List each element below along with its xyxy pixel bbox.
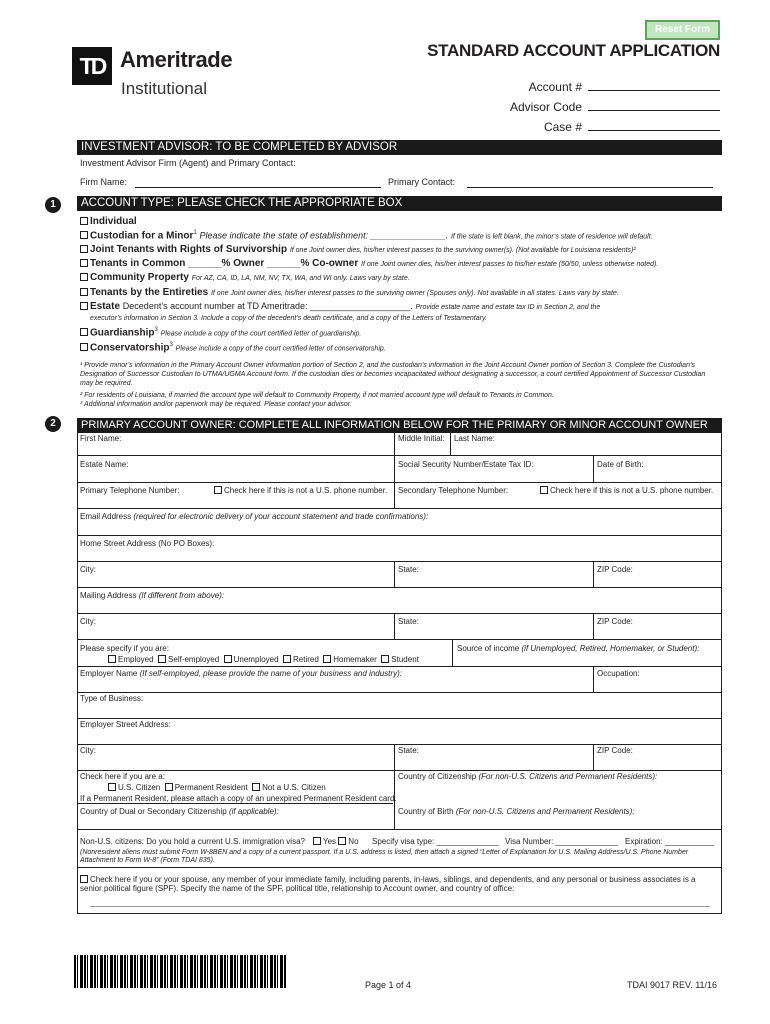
secondary-phone-label: Secondary Telephone Number: <box>398 486 509 495</box>
footnote-1: ¹ Provide minor’s information in the Primary Account Owner information portion of Section 2, and the custodian’s information in the Joint Account Owner portion of Section 3. Complete the Custodian’s Designation of Successor Custodian to UTMA/UGMA Account form. If the custodian dies or becomes incapacitated without designating a successor, a court certified Appointment of Successor Custodian may be required. <box>80 362 706 387</box>
employment-specify-label: Please specify if you are: <box>80 644 169 653</box>
option-employed: Employed <box>118 655 154 664</box>
option-estate[interactable]: Estate Decedent’s account number at TD Ameritrade: ____________________. Provide estate name and estate tax ID in Section 2, and the <box>80 301 600 312</box>
occupation-label: Occupation: <box>597 669 640 678</box>
checkbox[interactable] <box>224 655 232 663</box>
option-retired: Retired <box>293 655 319 664</box>
citizenship-options[interactable] <box>108 783 326 792</box>
checkbox[interactable] <box>108 783 116 791</box>
account-number-field[interactable] <box>529 80 720 94</box>
spf-label: Check here if you or your spouse, any member of your immediate family, including parents, in-laws, siblings, and dependents, and any personal or business associates is a senior political figure (SPF). Specify the name of the SPF, political title, relationship to Account owner, and country of office: <box>80 875 696 893</box>
home-street-label: Home Street Address (No PO Boxes): <box>80 539 215 548</box>
option-homemaker: Homemaker <box>333 655 377 664</box>
employer-street-label: Employer Street Address: <box>80 720 171 729</box>
checkbox[interactable] <box>252 783 260 791</box>
option-guardianship[interactable]: Guardianship$^3$ Please include a copy of the court certified letter of guardianship. <box>80 327 361 338</box>
city-label: City: <box>80 565 96 574</box>
option-permanent-resident: Permanent Resident <box>174 783 248 792</box>
spf-input[interactable] <box>90 906 710 907</box>
state-label: State: <box>398 565 419 574</box>
dual-citizenship-label: Country of Dual or Secondary Citizenship (if applicable): <box>80 807 279 816</box>
option-entireties[interactable]: Tenants by the Entireties If one Joint owner dies, his/her interest passes to the surviving owner (Spouses only). Not available in all states. Laws vary by state. <box>80 287 619 298</box>
firm-name-input[interactable] <box>135 187 381 188</box>
footnote-2: ² For residents of Louisiana, if married the account type will default to Community Property, if not married account type will default to Tenants in Common. <box>80 392 554 399</box>
citizen-check-label: Check here if you are a: <box>80 772 165 781</box>
checkbox[interactable] <box>158 655 166 663</box>
visa-note: (Nonresident aliens must submit Form W-8BEN and a copy of a current passport. If a U.S. address is listed, then attach a signed “Letter of Explanation for U.S. Mailing Address/U.S. Phone Number Attachment to Form W-8” (Form TDAI 835). <box>80 849 689 864</box>
visa-yes-no[interactable]: Yes No <box>313 837 359 846</box>
zip-label: ZIP Code: <box>597 565 633 574</box>
option-jtwros[interactable]: Joint Tenants with Rights of Survivorship If one Joint owner dies, his/her interest passes to the surviving owner(s). (Not available for Louisiana residents)² <box>80 244 636 255</box>
reset-form-button[interactable]: Reset Form <box>645 20 720 40</box>
state-label-3: State: <box>398 746 419 755</box>
option-us-citizen: U.S. Citizen <box>118 783 161 792</box>
visa-question: Non-U.S. citizens: Do you hold a current U.S. immigration visa? <box>80 837 305 846</box>
permanent-resident-note: If a Permanent Resident, please attach a copy of an unexpired Permanent Resident card. <box>80 794 397 803</box>
case-number-field[interactable] <box>544 120 720 134</box>
checkbox[interactable] <box>313 837 321 845</box>
page-title: STANDARD ACCOUNT APPLICATION <box>427 41 720 60</box>
checkbox[interactable] <box>80 343 88 351</box>
primary-contact-label: Primary Contact: <box>388 177 456 187</box>
advisor-section-bar: INVESTMENT ADVISOR: TO BE COMPLETED BY ADVISOR <box>77 140 722 155</box>
advisor-code-field[interactable] <box>510 100 720 114</box>
visa-expiration-field[interactable]: Expiration: ___________ <box>625 837 714 846</box>
option-conservatorship[interactable]: Conservatorship$^3$ Please include a copy of the court certified letter of conservatorship. <box>80 342 386 353</box>
advisor-code-label: Advisor Code <box>509 100 582 114</box>
city-label-3: City: <box>80 746 96 755</box>
checkbox[interactable] <box>80 328 88 336</box>
checkbox[interactable] <box>80 875 88 883</box>
business-type-label: Type of Business: <box>80 694 144 703</box>
not-us-phone-check[interactable]: Check here if this is not a U.S. phone number. <box>214 486 387 495</box>
section-1-marker: 1 <box>45 197 61 213</box>
option-self-employed: Self-employed <box>168 655 220 664</box>
checkbox[interactable] <box>80 231 88 239</box>
city-label-2: City: <box>80 617 96 626</box>
option-not-us-citizen: Not a U.S. Citizen <box>262 783 326 792</box>
checkbox[interactable] <box>283 655 291 663</box>
dob-label: Date of Birth: <box>597 460 644 469</box>
checkbox[interactable] <box>80 302 88 310</box>
option-community-property[interactable]: Community Property For AZ, CA, ID, LA, NM, NV, TX, WA, and WI only. Laws vary by state. <box>80 272 410 283</box>
ssn-label: Social Security Number/Estate Tax ID: <box>398 460 534 469</box>
employment-options[interactable] <box>108 655 419 664</box>
mailing-address-label: Mailing Address (If different from above): <box>80 591 225 600</box>
barcode <box>74 955 286 988</box>
estate-note: executor’s information in Section 3. Include a copy of the decedent’s death certificate, and a copy of the Letters of Testamentary. <box>90 315 487 322</box>
estate-name-label: Estate Name: <box>80 460 129 469</box>
checkbox[interactable] <box>80 288 88 296</box>
checkbox[interactable] <box>80 245 88 253</box>
checkbox[interactable] <box>214 486 222 494</box>
firm-name-label: Firm Name: <box>80 177 127 187</box>
checkbox[interactable] <box>80 259 88 267</box>
state-label-2: State: <box>398 617 419 626</box>
page-number: Page 1 of 4 <box>365 980 412 990</box>
visa-number-field[interactable]: Visa Number: ______________ <box>505 837 618 846</box>
visa-type-field[interactable]: Specify visa type: ______________ <box>372 837 499 846</box>
option-individual[interactable]: Individual <box>80 216 137 227</box>
case-number-label: Case # <box>543 120 582 134</box>
option-unemployed: Unemployed <box>233 655 279 664</box>
spf-check[interactable] <box>80 875 710 893</box>
section-2-marker: 2 <box>45 416 61 432</box>
checkbox[interactable] <box>80 217 88 225</box>
checkbox[interactable] <box>381 655 389 663</box>
checkbox[interactable] <box>165 783 173 791</box>
brand-name: Ameritrade <box>120 47 233 72</box>
country-birth-label: Country of Birth (For non-U.S. Citizens and Permanent Residents): <box>398 807 635 816</box>
checkbox[interactable] <box>338 837 346 845</box>
not-us-phone-check-2[interactable]: Check here if this is not a U.S. phone number. <box>540 486 713 495</box>
form-id: TDAI 9017 REV. 11/16 <box>627 980 718 990</box>
option-student: Student <box>391 655 419 664</box>
option-tenants-in-common[interactable]: Tenants in Common ______% Owner ______% Co-owner If one Joint owner dies, his/her interest passes to his/her estate (50/50, unless otherwise noted). <box>80 258 658 269</box>
checkbox[interactable] <box>108 655 116 663</box>
employer-name-label: Employer Name (If self-employed, please provide the name of your business and industry): <box>80 669 402 678</box>
country-citizenship-label: Country of Citizenship (For non-U.S. Citizens and Permanent Residents): <box>398 772 658 781</box>
checkbox[interactable] <box>80 273 88 281</box>
primary-phone-label: Primary Telephone Number: <box>80 486 180 495</box>
zip-label-3: ZIP Code: <box>597 746 633 755</box>
primary-owner-bar: PRIMARY ACCOUNT OWNER: COMPLETE ALL INFORMATION BELOW FOR THE PRIMARY OR MINOR ACCOUNT OWNER <box>77 418 722 433</box>
primary-contact-input[interactable] <box>467 187 713 188</box>
footnote-3: ³ Additional information and/or paperwork may be required. Please contact your advisor. <box>80 401 352 408</box>
zip-label-2: ZIP Code: <box>597 617 633 626</box>
advisor-intro: Investment Advisor Firm (Agent) and Primary Contact: <box>80 158 296 168</box>
checkbox[interactable] <box>323 655 331 663</box>
income-source-label: Source of income (if Unemployed, Retired, Homemaker, or Student): <box>457 644 700 653</box>
first-name-label: First Name: <box>80 434 122 443</box>
last-name-label: Last Name: <box>454 434 495 443</box>
account-number-label: Account # <box>528 80 582 94</box>
option-custodian[interactable]: Custodian for a Minor$^1$ Please indicate the state of establishment: _______________. If the state is left blank, the minor’s state of residence will default. <box>80 230 653 241</box>
email-label: Email Address (required for electronic delivery of your account statement and trade confirmations): <box>80 512 429 521</box>
brand-subtitle: Institutional <box>121 79 207 98</box>
td-logo: TD <box>72 47 112 85</box>
checkbox[interactable] <box>540 486 548 494</box>
account-type-bar: ACCOUNT TYPE: PLEASE CHECK THE APPROPRIATE BOX <box>77 196 722 211</box>
middle-initial-label: Middle Initial: <box>398 434 445 443</box>
